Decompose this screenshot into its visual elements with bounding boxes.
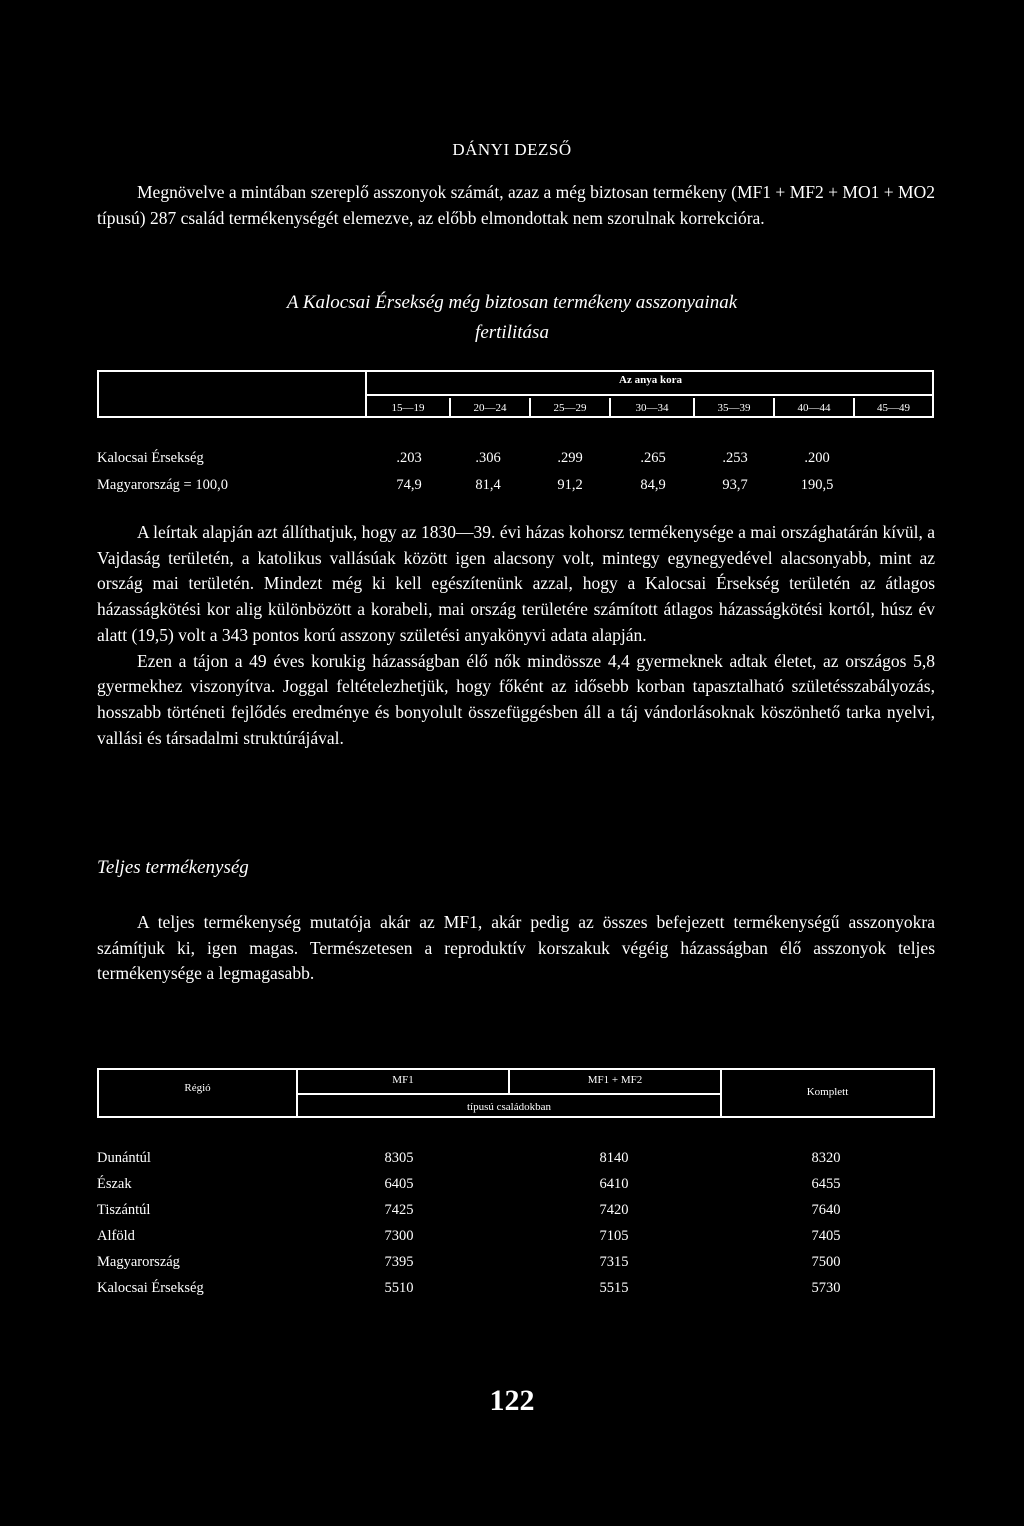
table2-cell: 5730: [811, 1280, 841, 1296]
table2-cell: 7500: [811, 1254, 841, 1270]
body-paragraphs: [97, 520, 935, 751]
body-paragraph: A leírtak alapján azt állíthatjuk, hogy az 1830—39. évi házas kohorsz termékenysége a mai országhatárán kívül, a Vajdaság területén, a katolikus vallásúak között igen alacsony volt, mintegy egynegyedével alacsonyabb, mint az ország mai területén. Mindezt még ki kell egészítenünk azzal, hogy a Kalocsai Érsekség területén az átlagos házasságkötési kor alig különbözött a korabeli, mai ország területére számított átlagos házasságkötési kortól, húsz év alatt (19,5) volt a 343 pontos korú asszony születési anyakönyvi adata alapján.: [97, 522, 935, 645]
table2-row: [97, 1176, 857, 1196]
page-number: 122: [489, 1384, 535, 1417]
table2-cell: 6455: [811, 1176, 841, 1192]
table2-cell: 7420: [599, 1202, 629, 1218]
table1-cell: .299: [557, 450, 583, 466]
table1-cell: 93,7: [722, 477, 748, 493]
table2-row-label: Dunántúl: [97, 1150, 151, 1166]
table2-cell: 7300: [384, 1228, 414, 1244]
table1-row-label: Magyarország = 100,0: [97, 477, 228, 493]
table2-row-label: Alföld: [97, 1228, 135, 1244]
table2-cell: 7405: [811, 1228, 841, 1244]
table2-cell: 8305: [384, 1150, 414, 1166]
running-header: DÁNYI DEZSŐ: [452, 140, 572, 159]
table2-cell: 7315: [599, 1254, 629, 1270]
section-title: Teljes termékenység: [97, 857, 249, 878]
table1-col-header: 45—49: [853, 398, 932, 418]
table2-cell: 7640: [811, 1202, 841, 1218]
table1-stub-cell: [97, 370, 367, 418]
table2-cell: 8140: [599, 1150, 629, 1166]
table1-cell: 91,2: [557, 477, 583, 493]
table2-head-mf1mf2: MF1 + MF2: [587, 1074, 643, 1086]
intro-paragraph: Megnövelve a mintában szereplő asszonyok számát, azaz a még biztosan termékeny (MF1 + MF2 + MO1 + MO2 típusú) 287 család termékenységét elemezve, az előbb elmondottak nem szorulnak korrekcióra.: [97, 182, 935, 228]
table1-col-header: 30—34: [609, 398, 693, 418]
table2-row: [97, 1202, 857, 1222]
table1-row: [97, 450, 857, 470]
table2-divider: [296, 1093, 722, 1095]
table2-cell: 7105: [599, 1228, 629, 1244]
table1-cell: .265: [640, 450, 666, 466]
table2-head-mf1: MF1: [392, 1074, 414, 1086]
table2-row: [97, 1280, 857, 1300]
table2-row-label: Magyarország: [97, 1254, 180, 1270]
table2-head-type: típusú családokban: [466, 1101, 551, 1113]
section-paragraph: A teljes termékenység mutatója akár az MF1, akár pedig az összes befejezett termékenységű asszonyokra számítjuk ki, igen magas. Természetesen a reproduktív korszakuk végéig házasságban élő asszonyok teljes termékenysége a legmagasabb.: [97, 912, 935, 984]
table1-cell: .203: [396, 450, 422, 466]
table1-col-header: 40—44: [773, 398, 853, 418]
table1-cell: .200: [804, 450, 830, 466]
table2-head-complete: Komplett: [806, 1086, 849, 1098]
table2-cell: 6405: [384, 1176, 414, 1192]
table1-row-label: Kalocsai Érsekség: [97, 450, 204, 466]
table2-row: [97, 1150, 857, 1170]
table1-caption-line2: fertilitása: [475, 322, 549, 343]
table1-cell: 84,9: [640, 477, 666, 493]
table2-cell: 6410: [599, 1176, 629, 1192]
table1-group-label: Az anya kora: [619, 374, 682, 386]
table2-row-label: Kalocsai Érsekség: [97, 1280, 204, 1296]
table1-col-header: 35—39: [693, 398, 773, 418]
table2-row-label: Észak: [97, 1176, 132, 1192]
table1-col-header: 25—29: [529, 398, 609, 418]
table1-cell: 190,5: [800, 477, 834, 493]
table1-col-header: 20—24: [449, 398, 529, 418]
table1-caption: [0, 288, 1024, 348]
table1-cell: 74,9: [396, 477, 422, 493]
table1-cell: .306: [475, 450, 501, 466]
table2-row-label: Tiszántúl: [97, 1202, 151, 1218]
table1-cell: .253: [722, 450, 748, 466]
table1-cell: 81,4: [475, 477, 501, 493]
table2-row: [97, 1228, 857, 1248]
table2-row: [97, 1254, 857, 1274]
table2-cell: 5510: [384, 1280, 414, 1296]
table2-cell: 7425: [384, 1202, 414, 1218]
table2-head-region: Régió: [184, 1082, 211, 1094]
table1-col-header: 15—19: [391, 402, 425, 414]
table1-row: [97, 477, 857, 497]
table1-header-divider: [367, 394, 934, 396]
table2-cell: 5515: [599, 1280, 629, 1296]
table1-caption-line1: A Kalocsai Érsekség még biztosan termékeny asszonyainak: [286, 292, 738, 313]
table2-cell: 8320: [811, 1150, 841, 1166]
table2-cell: 7395: [384, 1254, 414, 1270]
body-paragraph: Ezen a tájon a 49 éves korukig házasságban élő nők mindössze 4,4 gyermeknek adtak életet, az országos 5,8 gyermekhez viszonyítva. Joggal feltételezhetjük, hogy főként az idősebb korban tapasztalható születésszabályozás, hosszabb történeti fejlődés eredménye és bonyolult összefüggésben áll a táj vándorlásoknak köszönhető tarka nyelvi, vallási és társadalmi struktúrájával.: [97, 650, 935, 748]
